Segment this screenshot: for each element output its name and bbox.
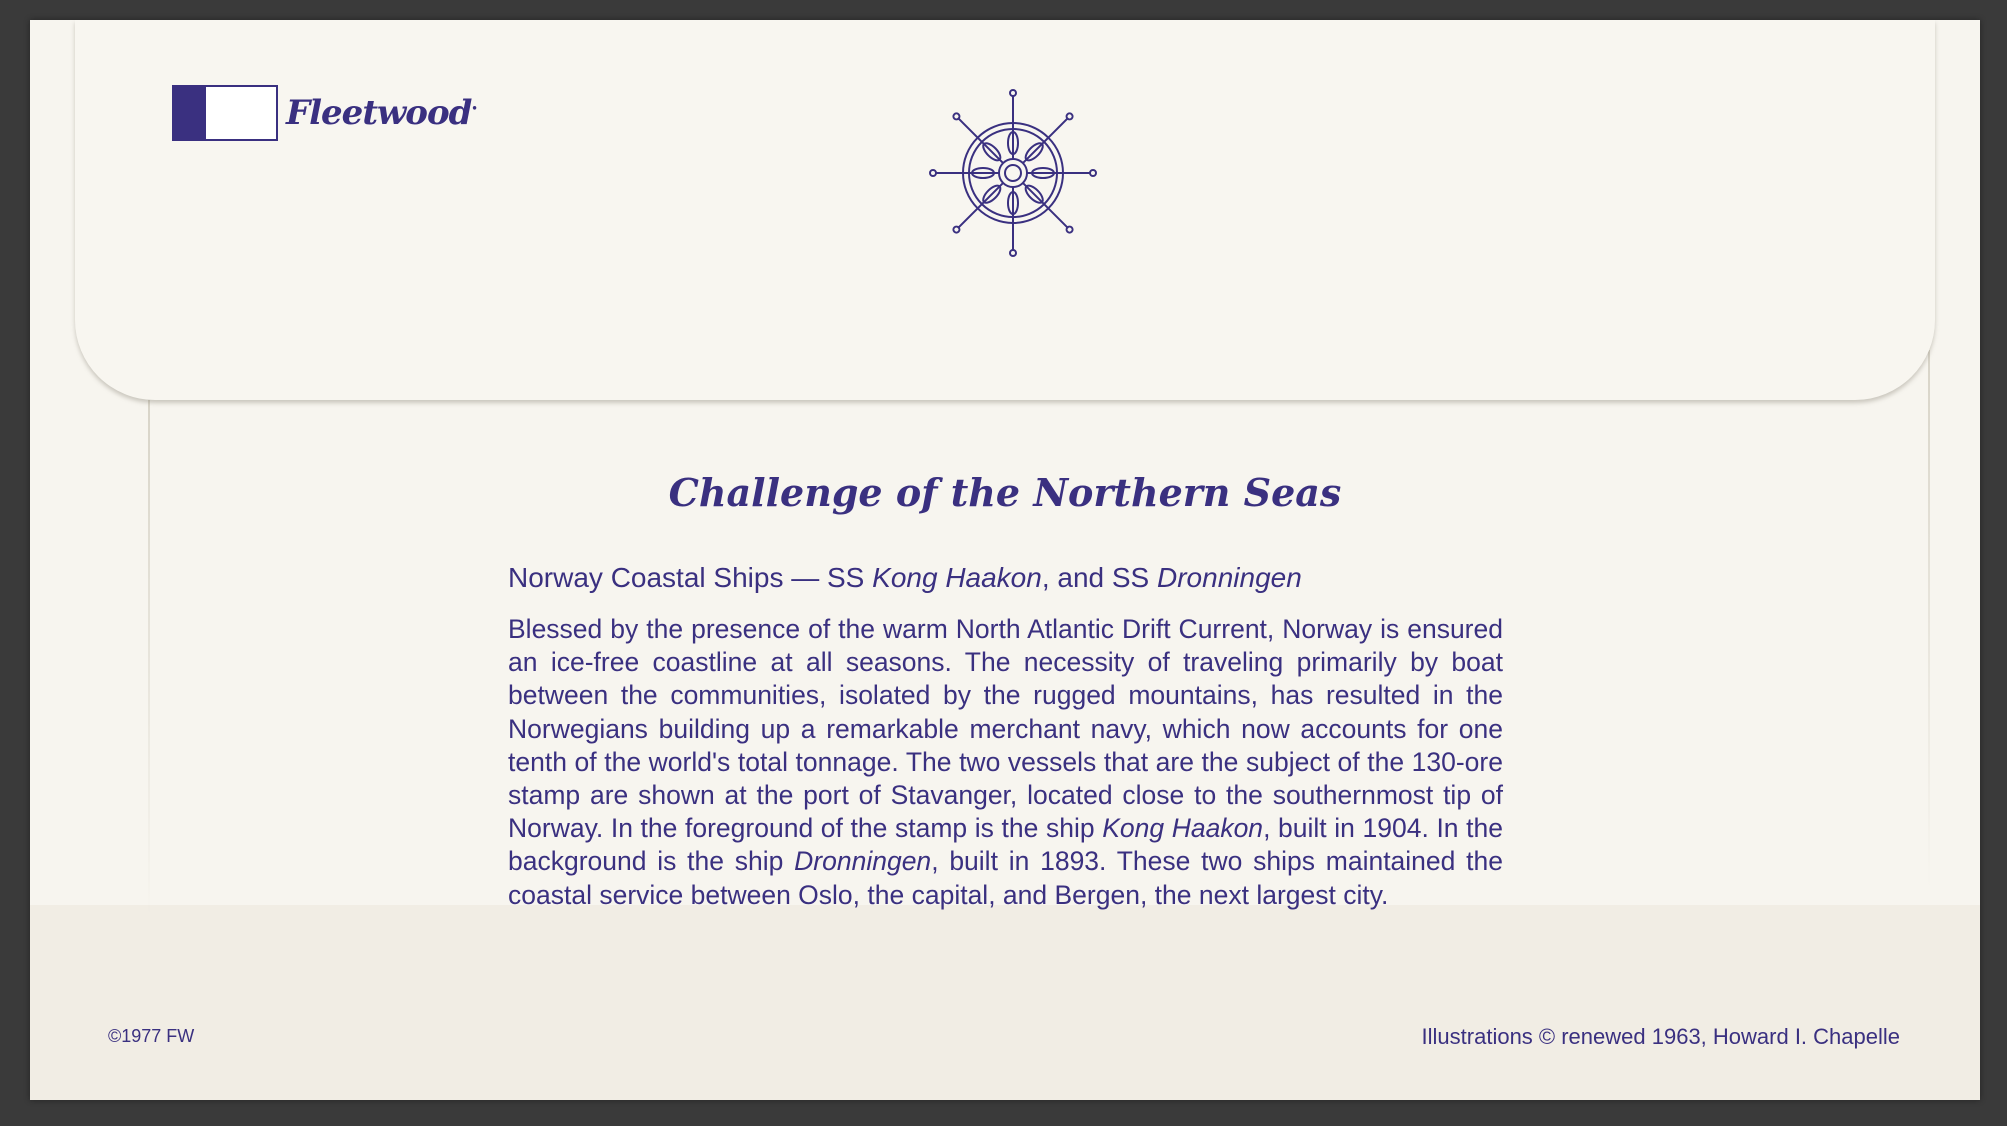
- right-crease: [1928, 350, 1930, 890]
- logo-brand-text: Fleetwood•: [286, 93, 477, 133]
- description-paragraph: Blessed by the presence of the warm North Atlantic Drift Current, Norway is ensured an ice-free coastline at all seasons. The necessity of traveling primarily by boat between the communities, isolated by the rugged mountains, has resulted in the Norwegians building up a remarkable merchant navy, which now accounts for one tenth of the world's total tonnage. The two vessels that are the subject of the 130-ore stamp are shown at the port of Stavanger, located close to the southernmost tip of Norway. In the foreground of the stamp is the ship Kong Haakon, built in 1904. In the background is the ship Dronningen, built in 1893. These two ships maintained the coastal service between Oslo, the capital, and Bergen, the next largest city.: [508, 614, 1504, 910]
- bottom-panel: [30, 905, 1980, 1100]
- ship-name-dronningen: Dronningen: [1157, 562, 1302, 593]
- envelope-back: [30, 20, 1980, 1100]
- page-title: Challenge of the Northern Seas: [668, 470, 1342, 515]
- illustration-credits: Illustrations © renewed 1963, Howard I. Chapelle: [1421, 1024, 1900, 1049]
- subtitle: Norway Coastal Ships — SS Kong Haakon, and SS Dronningen: [508, 562, 1302, 593]
- fleetwood-logo: [172, 85, 477, 141]
- ship-name-kong-haakon: Kong Haakon: [872, 562, 1042, 593]
- copyright-notice: ©1977 FW: [108, 1026, 195, 1046]
- ships-wheel-icon: [928, 88, 1098, 258]
- logo-box-icon: [172, 85, 278, 141]
